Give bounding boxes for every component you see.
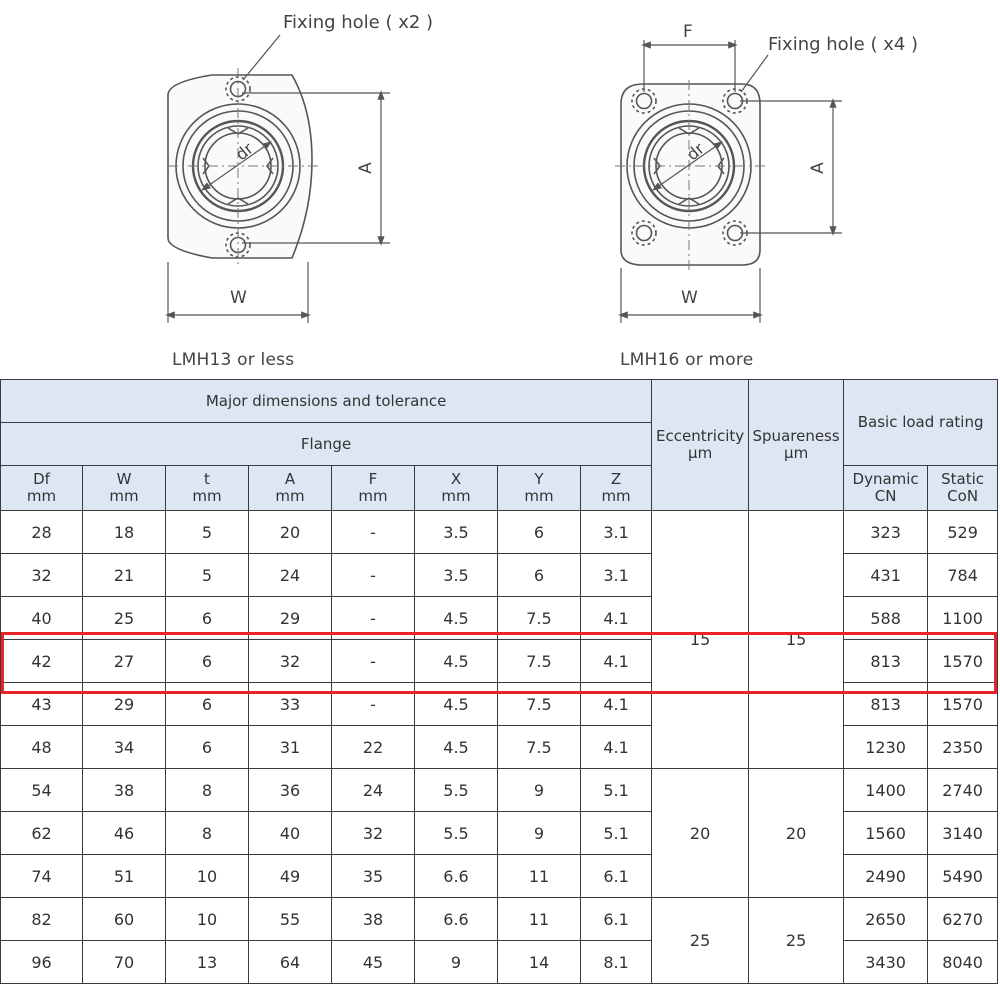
table-row — [1, 812, 998, 855]
squareness-value: 15 — [749, 511, 844, 769]
cell-y: 9 — [498, 769, 581, 812]
cell-z: 4.1 — [581, 640, 652, 683]
column-unit: mm — [192, 487, 222, 505]
cell-dynamic: 1400 — [844, 769, 928, 812]
cell-y: 11 — [498, 898, 581, 941]
cell-dynamic: 2490 — [844, 855, 928, 898]
cell-x: 4.5 — [415, 683, 498, 726]
table-row — [1, 511, 998, 554]
cell-f: 38 — [332, 898, 415, 941]
column-name: F — [368, 470, 378, 488]
cell-dynamic: 813 — [844, 640, 928, 683]
eccentricity-value: 20 — [652, 769, 749, 898]
left-fixing-hole-callout: Fixing hole ( x2 ) — [283, 12, 434, 33]
cell-t: 8 — [166, 812, 249, 855]
cell-f: 35 — [332, 855, 415, 898]
cell-df: 48 — [1, 726, 83, 769]
left-w-label: W — [230, 288, 247, 308]
cell-z: 6.1 — [581, 855, 652, 898]
cell-df: 42 — [1, 640, 83, 683]
cell-w: 46 — [83, 812, 166, 855]
major-dimensions-header: Major dimensions and tolerance — [1, 380, 652, 423]
cell-y: 7.5 — [498, 640, 581, 683]
column-name: W — [116, 470, 132, 488]
column-header-w — [83, 466, 166, 511]
right-a-label: A — [807, 162, 828, 174]
cell-x: 9 — [415, 941, 498, 984]
right-w-label: W — [681, 288, 698, 308]
cell-w: 51 — [83, 855, 166, 898]
cell-a: 64 — [249, 941, 332, 984]
cell-x: 6.6 — [415, 898, 498, 941]
cell-a: 40 — [249, 812, 332, 855]
table-row — [1, 855, 998, 898]
cell-x: 4.5 — [415, 726, 498, 769]
cell-y: 6 — [498, 554, 581, 597]
cell-f: - — [332, 597, 415, 640]
column-header-a — [249, 466, 332, 511]
left-a-label: A — [355, 162, 376, 174]
cell-static: 3140 — [928, 812, 998, 855]
table-row — [1, 726, 998, 769]
table-row — [1, 683, 998, 726]
right-fixing-hole-callout: Fixing hole ( x4 ) — [768, 34, 919, 55]
column-name: t — [204, 470, 210, 488]
cell-dynamic: 323 — [844, 511, 928, 554]
cell-a: 55 — [249, 898, 332, 941]
cell-static: 1570 — [928, 640, 998, 683]
column-header-row — [1, 466, 998, 511]
table-body — [1, 511, 998, 984]
cell-static: 784 — [928, 554, 998, 597]
cell-y: 7.5 — [498, 597, 581, 640]
cell-z: 4.1 — [581, 597, 652, 640]
column-header-df — [1, 466, 83, 511]
cell-w: 29 — [83, 683, 166, 726]
cell-df: 28 — [1, 511, 83, 554]
left-dr-label: dr — [231, 138, 257, 165]
column-header-z — [581, 466, 652, 511]
cell-z: 5.1 — [581, 812, 652, 855]
cell-w: 60 — [83, 898, 166, 941]
cell-y: 7.5 — [498, 726, 581, 769]
cell-w: 70 — [83, 941, 166, 984]
cell-y: 9 — [498, 812, 581, 855]
column-unit: mm — [109, 487, 139, 505]
eccentricity-value: 15 — [652, 511, 749, 769]
cell-a: 49 — [249, 855, 332, 898]
table-row — [1, 769, 998, 812]
cell-df: 40 — [1, 597, 83, 640]
cell-x: 6.6 — [415, 855, 498, 898]
cell-a: 20 — [249, 511, 332, 554]
column-header-x — [415, 466, 498, 511]
cell-z: 5.1 — [581, 769, 652, 812]
cell-static: 1100 — [928, 597, 998, 640]
column-header-static — [928, 466, 998, 511]
right-diagram-caption: LMH16 or more — [620, 350, 754, 370]
right-flange-drawing — [621, 84, 760, 265]
squareness-value: 25 — [749, 898, 844, 984]
cell-static: 529 — [928, 511, 998, 554]
cell-w: 18 — [83, 511, 166, 554]
cell-f: - — [332, 511, 415, 554]
cell-f: 45 — [332, 941, 415, 984]
column-unit: mm — [601, 487, 631, 505]
cell-a: 29 — [249, 597, 332, 640]
table-row — [1, 554, 998, 597]
column-name: X — [450, 470, 462, 488]
cell-df: 74 — [1, 855, 83, 898]
left-diagram-caption: LMH13 or less — [172, 350, 295, 370]
eccentricity-header: Eccentricity µm — [652, 380, 749, 511]
cell-a: 36 — [249, 769, 332, 812]
column-name: Y — [534, 470, 544, 488]
cell-df: 43 — [1, 683, 83, 726]
cell-t: 8 — [166, 769, 249, 812]
cell-t: 10 — [166, 898, 249, 941]
cell-x: 5.5 — [415, 812, 498, 855]
cell-z: 3.1 — [581, 511, 652, 554]
cell-f: 24 — [332, 769, 415, 812]
cell-x: 5.5 — [415, 769, 498, 812]
cell-x: 3.5 — [415, 554, 498, 597]
cell-df: 54 — [1, 769, 83, 812]
cell-f: - — [332, 683, 415, 726]
column-unit: mm — [441, 487, 471, 505]
column-header-f — [332, 466, 415, 511]
cell-w: 27 — [83, 640, 166, 683]
cell-static: 1570 — [928, 683, 998, 726]
cell-t: 5 — [166, 511, 249, 554]
cell-static: 2740 — [928, 769, 998, 812]
column-name: Z — [610, 470, 622, 488]
cell-a: 32 — [249, 640, 332, 683]
table-row — [1, 941, 998, 984]
cell-a: 33 — [249, 683, 332, 726]
cell-t: 6 — [166, 640, 249, 683]
cell-x: 4.5 — [415, 597, 498, 640]
column-name: Dynamic — [852, 470, 919, 488]
column-name: A — [284, 470, 296, 488]
cell-dynamic: 813 — [844, 683, 928, 726]
cell-f: - — [332, 640, 415, 683]
cell-df: 82 — [1, 898, 83, 941]
cell-dynamic: 1560 — [844, 812, 928, 855]
cell-z: 6.1 — [581, 898, 652, 941]
cell-df: 32 — [1, 554, 83, 597]
cell-t: 6 — [166, 683, 249, 726]
cell-x: 4.5 — [415, 640, 498, 683]
cell-a: 31 — [249, 726, 332, 769]
cell-z: 8.1 — [581, 941, 652, 984]
cell-dynamic: 431 — [844, 554, 928, 597]
cell-w: 38 — [83, 769, 166, 812]
table-row — [1, 640, 998, 683]
cell-x: 3.5 — [415, 511, 498, 554]
flange-header: Flange — [1, 423, 652, 466]
flange-diagrams — [0, 0, 1000, 380]
column-header-t — [166, 466, 249, 511]
cell-df: 62 — [1, 812, 83, 855]
basic-load-rating-header: Basic load rating — [844, 380, 998, 466]
cell-t: 6 — [166, 597, 249, 640]
column-name: Df — [33, 470, 50, 488]
cell-y: 6 — [498, 511, 581, 554]
cell-t: 13 — [166, 941, 249, 984]
cell-static: 2350 — [928, 726, 998, 769]
right-dr-label: dr — [682, 138, 708, 165]
table-row — [1, 898, 998, 941]
cell-static: 5490 — [928, 855, 998, 898]
cell-f: 32 — [332, 812, 415, 855]
cell-dynamic: 2650 — [844, 898, 928, 941]
column-unit: mm — [524, 487, 554, 505]
cell-y: 14 — [498, 941, 581, 984]
cell-df: 96 — [1, 941, 83, 984]
diagram-area — [0, 0, 1000, 380]
table-row — [1, 597, 998, 640]
cell-w: 34 — [83, 726, 166, 769]
cell-y: 11 — [498, 855, 581, 898]
cell-t: 10 — [166, 855, 249, 898]
cell-static: 6270 — [928, 898, 998, 941]
cell-a: 24 — [249, 554, 332, 597]
column-unit: CoN — [947, 487, 979, 505]
cell-dynamic: 588 — [844, 597, 928, 640]
cell-t: 6 — [166, 726, 249, 769]
cell-dynamic: 3430 — [844, 941, 928, 984]
cell-dynamic: 1230 — [844, 726, 928, 769]
column-unit: mm — [26, 487, 57, 505]
squareness-value: 20 — [749, 769, 844, 898]
cell-y: 7.5 — [498, 683, 581, 726]
cell-static: 8040 — [928, 941, 998, 984]
cell-f: 22 — [332, 726, 415, 769]
right-f-label: F — [683, 22, 693, 42]
cell-z: 4.1 — [581, 683, 652, 726]
cell-z: 4.1 — [581, 726, 652, 769]
column-unit: mm — [275, 487, 305, 505]
column-unit: CN — [874, 487, 897, 505]
column-header-dynamic — [844, 466, 928, 511]
eccentricity-value: 25 — [652, 898, 749, 984]
cell-t: 5 — [166, 554, 249, 597]
column-header-y — [498, 466, 581, 511]
cell-f: - — [332, 554, 415, 597]
cell-w: 25 — [83, 597, 166, 640]
squareness-header: Spuareness µm — [749, 380, 844, 511]
column-unit: mm — [358, 487, 388, 505]
cell-w: 21 — [83, 554, 166, 597]
column-name: Static — [941, 470, 985, 488]
cell-z: 3.1 — [581, 554, 652, 597]
specification-table — [0, 379, 998, 984]
